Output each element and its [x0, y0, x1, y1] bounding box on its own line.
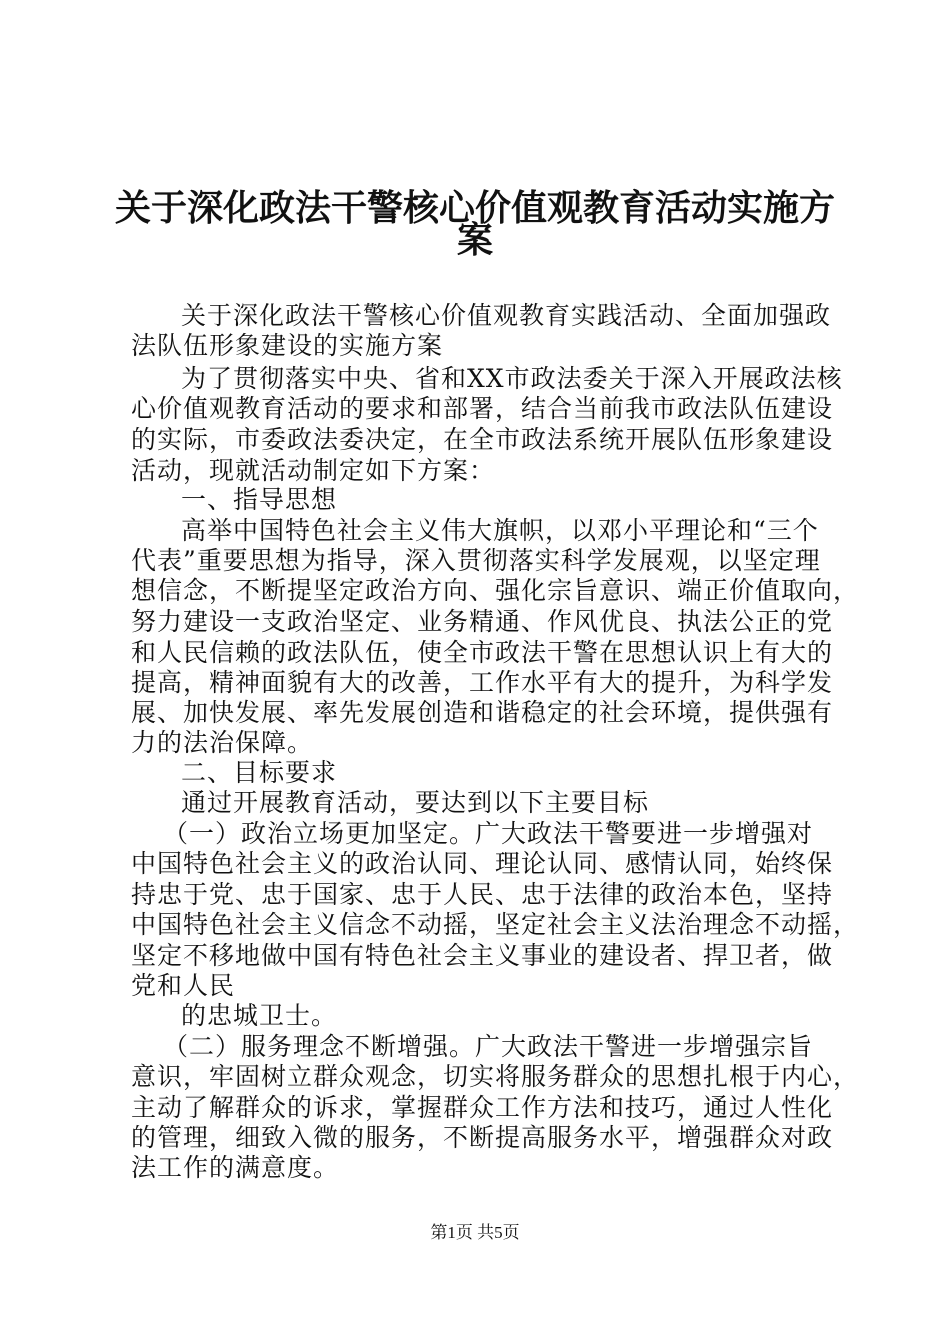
body-line: 中国特色社会主义信念不动摇，坚定社会主义法治理念不动摇，: [131, 910, 860, 939]
section-heading: 二、目标要求: [181, 758, 338, 787]
body-line: 法队伍形象建设的实施方案: [131, 331, 444, 360]
body-line: 提高，精神面貌有大的改善，工作水平有大的提升，为科学发: [131, 668, 834, 697]
document-title-line-2: 案: [456, 219, 493, 261]
body-line: 主动了解群众的诉求，掌握群众工作方法和技巧，通过人性化: [131, 1093, 834, 1122]
body-line: 关于深化政法干警核心价值观教育实践活动、全面加强政: [181, 301, 832, 330]
body-line: （二）服务理念不断增强。广大政法干警进一步增强宗旨: [163, 1032, 814, 1061]
page-number-footer: 第1页 共5页: [430, 1223, 520, 1242]
body-line: 为了贯彻落实中央、省和XX市政法委关于深入开展政法核: [181, 364, 843, 393]
body-line: 的实际，市委政法委决定，在全市政法系统开展队伍形象建设: [131, 425, 834, 454]
body-line: 高举中国特色社会主义伟大旗帜，以邓小平理论和“三个: [181, 516, 819, 545]
body-line: 通过开展教育活动，要达到以下主要目标: [181, 788, 650, 817]
body-line: 的忠城卫士。: [181, 1001, 338, 1030]
body-line: 中国特色社会主义的政治认同、理论认同、感情认同，始终保: [131, 849, 834, 878]
body-line: 坚定不移地做中国有特色社会主义事业的建设者、捍卫者，做: [131, 941, 834, 970]
section-heading: 一、指导思想: [181, 485, 338, 514]
body-line: 心价值观教育活动的要求和部署，结合当前我市政法队伍建设: [131, 394, 834, 423]
body-line: 活动，现就活动制定如下方案：: [131, 456, 496, 485]
body-line: 法工作的满意度。: [131, 1153, 340, 1182]
body-line: 展、加快发展、率先发展创造和谐稳定的社会环境，提供强有: [131, 698, 834, 727]
body-line: （一）政治立场更加坚定。广大政法干警要进一步增强对: [163, 819, 814, 848]
body-line: 持忠于党、忠于国家、忠于人民、忠于法律的政治本色，坚持: [131, 880, 834, 909]
body-line: 代表”重要思想为指导，深入贯彻落实科学发展观，以坚定理: [131, 546, 821, 575]
body-line: 力的法治保障。: [131, 728, 314, 757]
document-title-line-1: 关于深化政法干警核心价值观教育活动实施方: [114, 187, 835, 229]
body-line: 努力建设一支政治坚定、业务精通、作风优良、执法公正的党: [131, 607, 834, 636]
body-line: 和人民信赖的政法队伍，使全市政法干警在思想认识上有大的: [131, 638, 834, 667]
body-line: 的管理，细致入微的服务，不断提高服务水平，增强群众对政: [131, 1123, 834, 1152]
body-line: 想信念，不断提坚定政治方向、强化宗旨意识、端正价值取向，: [131, 576, 860, 605]
body-line: 党和人民: [131, 971, 236, 1000]
body-line: 意识，牢固树立群众观念，切实将服务群众的思想扎根于内心，: [131, 1062, 860, 1091]
